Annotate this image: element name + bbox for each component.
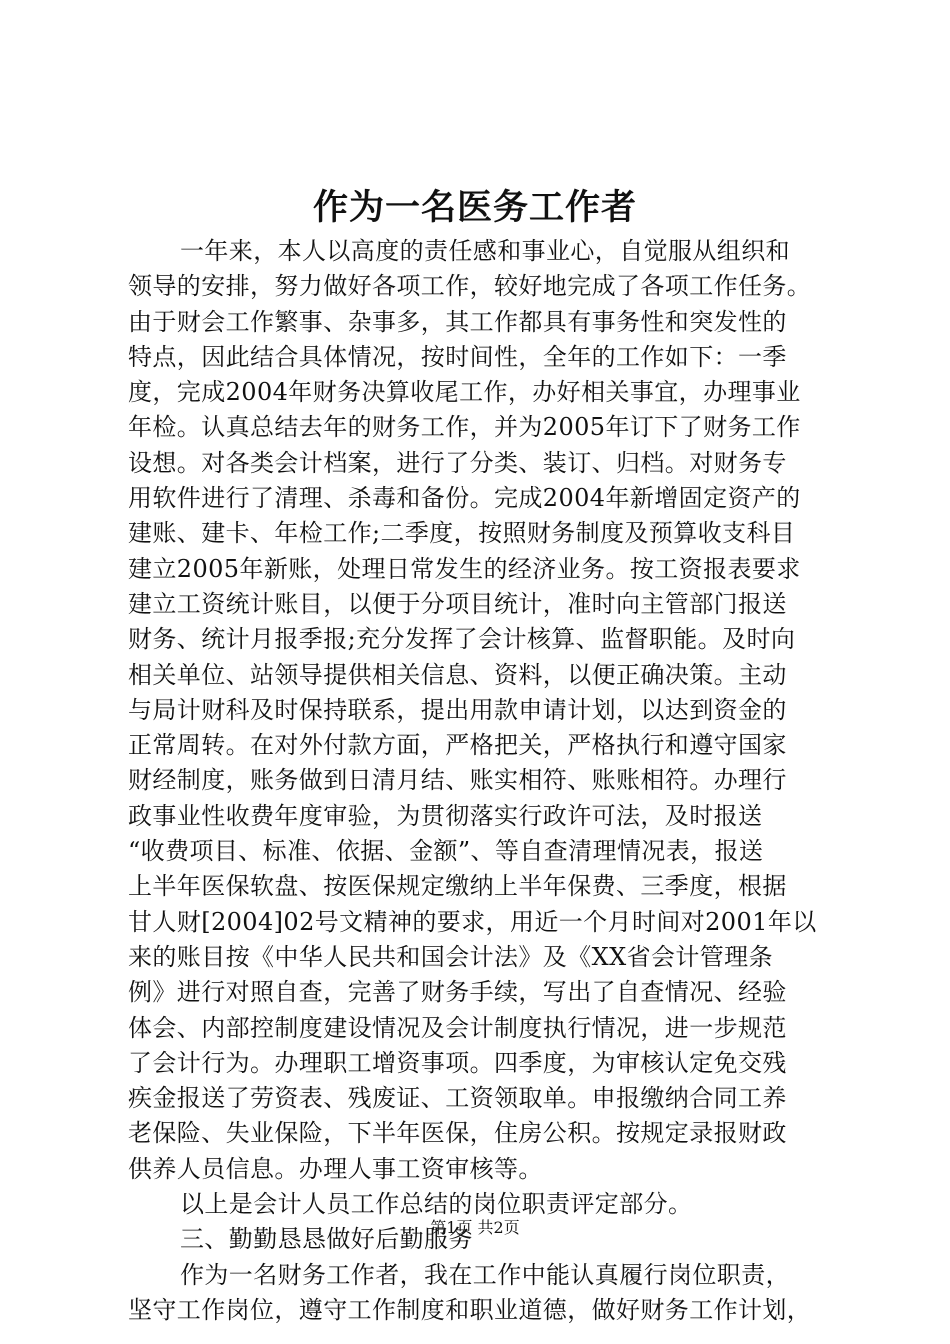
text-line: 年检。认真总结去年的财务工作，并为2005年订下了财务工作 — [128, 413, 801, 442]
text-line: 一年来，本人以高度的责任感和事业心，自觉服从组织和 — [180, 237, 790, 265]
text-line: “收费项目、标准、依据、金额”、等自查清理情况表，报送 — [128, 837, 764, 866]
text-line: 以上是会计人员工作总结的岗位职责评定部分。 — [180, 1190, 693, 1219]
text-line: 度，完成2004年财务决算收尾工作，办好相关事宜，办理事业 — [128, 378, 801, 407]
text-line: 甘人财[2004]02号文精神的要求，用近一个月时间对2001年以 — [128, 907, 817, 936]
text-line: 上半年医保软盘、按医保规定缴纳上半年保费、三季度，根据 — [128, 872, 787, 901]
text-line: 来的账目按《中华人民共和国会计法》及《XX省会计管理条 — [128, 942, 773, 971]
text-line: 由于财会工作繁事、杂事多，其工作都具有事务性和突发性的 — [128, 307, 787, 336]
text-line: 作为一名财务工作者，我在工作中能认真履行岗位职责， — [180, 1260, 790, 1289]
text-line: 财经制度，账务做到日清月结、账实相符、账账相符。办理行 — [128, 766, 787, 795]
document-body — [128, 234, 848, 1328]
text-line: 设想。对各类会计档案，进行了分类、装订、归档。对财务专 — [128, 448, 787, 477]
text-line: 例》进行对照自查，完善了财务手续，写出了自查情况、经验 — [128, 978, 787, 1007]
text-line: 相关单位、站领导提供相关信息、资料，以便正确决策。主动 — [128, 660, 787, 689]
page-footer: 第1页 共2页 — [430, 1218, 520, 1237]
text-line: 正常周转。在对外付款方面，严格把关，严格执行和遵守国家 — [128, 731, 787, 760]
text-line: 老保险、失业保险，下半年医保，住房公积。按规定录报财政 — [128, 1119, 787, 1148]
text-line: 建立工资统计账目，以便于分项目统计，准时向主管部门报送 — [128, 589, 787, 618]
text-line: 三、勤勤恳恳做好后勤服务 — [180, 1225, 473, 1254]
text-line: 供养人员信息。办理人事工资审核等。 — [128, 1154, 543, 1183]
text-line: 用软件进行了清理、杀毒和备份。完成2004年新增固定资产的 — [128, 484, 801, 513]
text-line: 了会计行为。办理职工增资事项。四季度，为审核认定免交残 — [128, 1048, 787, 1077]
text-line: 特点，因此结合具体情况，按时间性，全年的工作如下：一季 — [128, 342, 787, 371]
text-line: 建账、建卡、年检工作;二季度，按照财务制度及预算收支科目 — [128, 519, 796, 548]
text-line: 财务、统计月报季报;充分发挥了会计核算、监督职能。及时向 — [128, 625, 796, 654]
text-line: 坚守工作岗位，遵守工作制度和职业道德，做好财务工作计划， — [128, 1295, 812, 1324]
text-line: 疾金报送了劳资表、残废证、工资领取单。申报缴纳合同工养 — [128, 1084, 787, 1113]
document-title: 作为一名医务工作者 — [312, 187, 637, 228]
text-line: 建立2005年新账，处理日常发生的经济业务。按工资报表要求 — [128, 554, 801, 583]
text-line: 政事业性收费年度审验，为贯彻落实行政许可法，及时报送 — [128, 801, 763, 830]
text-line: 领导的安排，努力做好各项工作，较好地完成了各项工作任务。 — [128, 272, 812, 301]
text-line: 体会、内部控制度建设情况及会计制度执行情况，进一步规范 — [128, 1013, 787, 1042]
text-line: 与局计财科及时保持联系，提出用款申请计划，以达到资金的 — [128, 695, 787, 724]
